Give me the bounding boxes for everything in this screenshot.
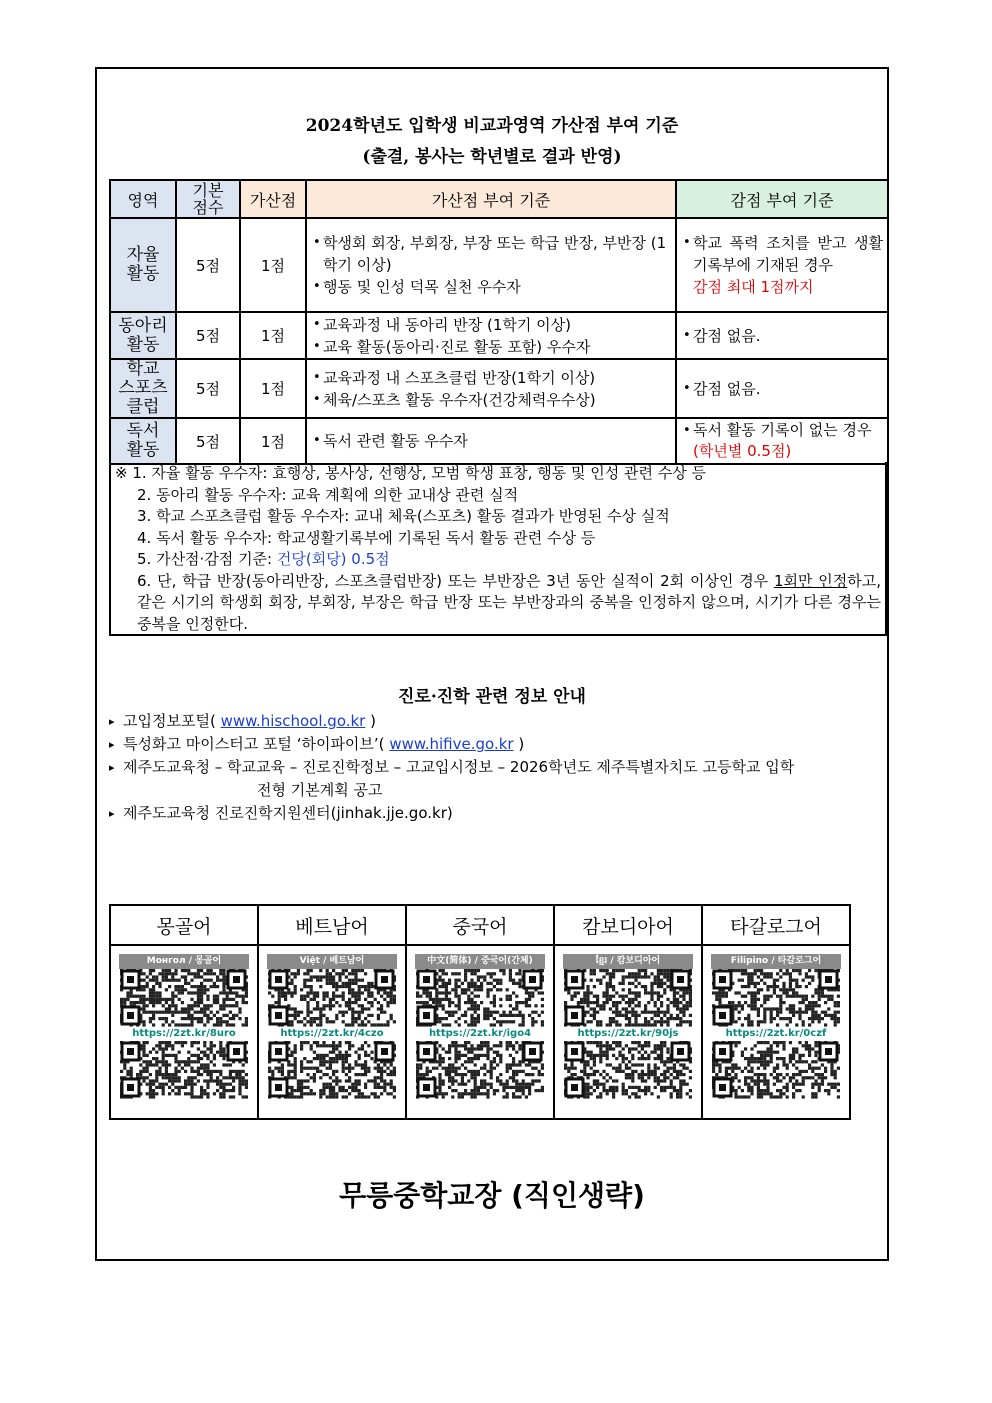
header-deduction: 감점 부여 기준 <box>676 180 888 218</box>
deduction-cell <box>676 218 888 312</box>
deduction-cell <box>676 312 888 359</box>
criteria-table <box>109 179 889 465</box>
qr-code-icon[interactable] <box>564 1041 692 1099</box>
area-line: 동아리 <box>118 315 168 336</box>
document-frame <box>95 67 889 1261</box>
area-cell <box>110 218 176 312</box>
criteria-item: • 독서 관련 활동 우수자 <box>311 430 671 452</box>
header-base-line1: 기본 <box>192 181 224 200</box>
document-title: 2024학년도 입학생 비교과영역 가산점 부여 기준 <box>305 116 679 136</box>
area-line: 클럽 <box>126 397 160 417</box>
info-item <box>109 756 881 802</box>
language-name: 중국어 <box>406 905 554 945</box>
note-5-text: 5. 가산점·감점 기준: <box>137 550 277 568</box>
criteria-item: • 교육 활동(동아리·진로 활동 포함) 우수자 <box>311 336 671 358</box>
note-3: 3. 학교 스포츠클럽 활동 우수자: 교내 체육(스포츠) 활동 결과가 반영된 수상 실적 <box>137 507 670 525</box>
qr-code-icon[interactable] <box>564 969 692 1027</box>
deduction-note: 감점 최대 1점까지 <box>693 278 814 296</box>
header-base-line2: 점수 <box>192 198 224 217</box>
hischool-link[interactable]: www.hischool.go.kr <box>220 712 366 730</box>
info-item <box>109 733 881 756</box>
bonus-cell: 1점 <box>240 312 306 359</box>
bonus-cell: 1점 <box>240 218 306 312</box>
qr-url: https://2zt.kr/8uro <box>132 1028 236 1039</box>
area-cell <box>110 418 176 464</box>
criteria-cell <box>306 359 676 418</box>
header-area: 영역 <box>110 180 176 218</box>
note-1: ※ 1. 자율 활동 우수자: 효행상, 봉사상, 선행상, 모범 학생 표창, 행동 및 인성 관련 수상 등 <box>115 464 706 482</box>
info-text: 전형 기본계획 공고 <box>257 781 383 799</box>
info-text: ▸ 제주도교육청 – 학교교육 – 진로진학정보 – 고교입시정보 – 2026학년도 제주특별자치도 고등학교 입학 <box>123 758 795 776</box>
criteria-item: • 교육과정 내 스포츠클럽 반장(1학기 이상) <box>311 367 671 389</box>
bonus-cell: 1점 <box>240 359 306 418</box>
info-section-title: 진로·진학 관련 정보 안내 <box>398 687 586 707</box>
qr-code-icon[interactable] <box>416 969 544 1027</box>
area-line: 스포츠 <box>118 378 168 398</box>
criteria-item: • 교육과정 내 동아리 반장 (1학기 이상) <box>311 314 671 336</box>
base-cell: 5점 <box>176 418 240 464</box>
hifive-link[interactable]: www.hifive.go.kr <box>389 735 514 753</box>
qr-url: https://2zt.kr/90js <box>577 1028 679 1039</box>
area-line: 학교 <box>126 359 160 379</box>
info-item <box>109 710 881 733</box>
criteria-cell <box>306 418 676 464</box>
qr-cell <box>702 945 850 1119</box>
info-item: ▸ 제주도교육청 진로진학지원센터(jinhak.jje.go.kr) <box>109 802 881 825</box>
deduction-text: 독서 활동 기록이 없는 경우 <box>693 421 872 439</box>
qr-label: Việt / 베트남어 <box>267 954 397 969</box>
qr-label: Filipino / 타갈로그어 <box>711 954 841 969</box>
table-row <box>110 312 888 359</box>
criteria-cell <box>306 312 676 359</box>
qr-label: Монгол / 몽골어 <box>119 954 249 969</box>
qr-code-icon[interactable] <box>268 1041 396 1099</box>
qr-url: https://2zt.kr/0czf <box>725 1028 827 1039</box>
note-5-value: 건당(회당) 0.5점 <box>276 550 390 568</box>
criteria-item: • 행동 및 인성 덕목 실천 우수자 <box>311 276 671 298</box>
table-row <box>110 418 888 464</box>
info-list <box>109 710 881 825</box>
area-line: 활동 <box>126 334 160 355</box>
principal-signature: 무릉중학교장 (직인생략) <box>339 1179 645 1212</box>
qr-url: https://2zt.kr/igo4 <box>428 1028 532 1039</box>
qr-code-row <box>110 945 850 1119</box>
deduction-item <box>681 420 883 462</box>
note-6-text-rest: 하고, 같은 시기의 학생회 회장, 부회장, 부장은 학급 반장 또는 부반장과의 중복을 인정하지 않으며, 시기가 다른 경우는 중복을 인정한다. <box>137 571 881 633</box>
info-text: ) <box>513 735 525 753</box>
criteria-item: • 학생회 회장, 부회장, 부장 또는 학급 반장, 부반장 (1학기 이상) <box>311 232 671 276</box>
qr-cell <box>258 945 406 1119</box>
qr-code-icon[interactable] <box>712 969 840 1027</box>
criteria-item: • 체육/스포츠 활동 우수자(건강체력우수상) <box>311 389 671 411</box>
info-text: 고입정보포털( <box>123 712 221 730</box>
note-2: 2. 동아리 활동 우수자: 교육 계획에 의한 교내상 관련 실적 <box>137 485 519 504</box>
deduction-item: • 학교 폭력 조치를 받고 생활기록부에 기재된 경우 <box>681 232 883 276</box>
area-line: 활동 <box>126 264 160 284</box>
table-row <box>110 218 888 312</box>
base-cell: 5점 <box>176 359 240 418</box>
note-6-underline: 1회만 인정 <box>773 571 848 590</box>
deduction-note: (학년별 0.5점) <box>693 442 792 460</box>
header-bonus: 가산점 <box>240 180 306 218</box>
qr-label: ខ្មែរ / 캄보디아어 <box>563 954 693 969</box>
language-name: 캄보디아어 <box>554 905 702 945</box>
qr-url: https://2zt.kr/4czo <box>280 1028 384 1039</box>
qr-code-icon[interactable] <box>120 1041 248 1099</box>
area-line: 자율 <box>126 245 160 265</box>
note-6 <box>115 571 881 636</box>
criteria-cell <box>306 218 676 312</box>
qr-cell <box>554 945 702 1119</box>
language-name: 몽골어 <box>110 905 258 945</box>
language-qr-table <box>109 904 851 1120</box>
qr-cell <box>406 945 554 1119</box>
qr-code-icon[interactable] <box>120 969 248 1027</box>
language-name: 타갈로그어 <box>702 905 850 945</box>
deduction-cell <box>676 418 888 464</box>
area-line: 독서 <box>126 421 160 441</box>
table-header-row <box>110 180 888 218</box>
language-header-row <box>110 905 850 945</box>
area-line: 활동 <box>126 440 160 460</box>
area-cell <box>110 312 176 359</box>
table-row <box>110 359 888 418</box>
deduction-cell <box>676 359 888 418</box>
note-6-text: 6. 단, 학급 반장(동아리반장, 스포츠클럽반장) 또는 부반장은 3년 동안 실적이 2회 이상인 경우 <box>137 571 774 590</box>
note-5 <box>115 549 881 571</box>
language-name: 베트남어 <box>258 905 406 945</box>
qr-label: 中文(简体) / 중국어(간체) <box>415 954 545 969</box>
header-criteria: 가산점 부여 기준 <box>306 180 676 218</box>
qr-code-icon[interactable] <box>268 969 396 1027</box>
qr-cell <box>110 945 258 1119</box>
base-cell: 5점 <box>176 218 240 312</box>
note-4: 4. 독서 활동 우수자: 학교생활기록부에 기록된 독서 활동 관련 수상 등 <box>137 528 596 547</box>
header-base-score <box>176 180 240 218</box>
base-cell: 5점 <box>176 312 240 359</box>
deduction-item: • 감점 없음. <box>681 378 883 400</box>
bonus-cell: 1점 <box>240 418 306 464</box>
document-subtitle: (출결, 봉사는 학년별로 결과 반영) <box>362 147 622 167</box>
qr-code-icon[interactable] <box>416 1041 544 1099</box>
qr-code-icon[interactable] <box>712 1041 840 1099</box>
notes-box <box>109 462 887 636</box>
deduction-item: • 감점 없음. <box>681 325 883 347</box>
info-text: 특성화고 마이스터고 포털 ‘하이파이브’( <box>123 735 390 753</box>
info-text: ) <box>365 712 376 730</box>
area-cell <box>110 359 176 418</box>
